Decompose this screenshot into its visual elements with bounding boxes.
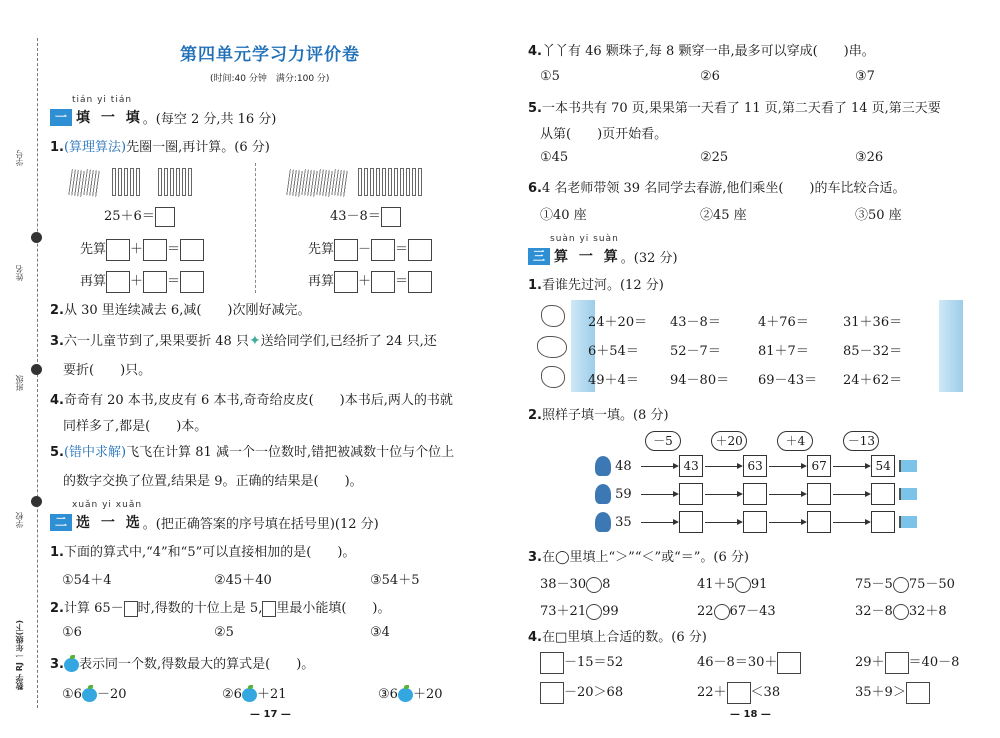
start-number: 48 [615,458,632,474]
step-label: 先算 [80,242,107,257]
stick [406,168,410,196]
answer-box[interactable] [408,271,432,293]
s1-q1-left-second [80,270,204,293]
page-number-right: — 18 — [730,709,771,720]
s2-q3-opt3[interactable] [378,683,442,702]
binding-hole [31,232,42,243]
answer-box[interactable] [540,652,564,674]
example-box: 63 [743,455,767,477]
blank-box [124,601,138,617]
answer-box[interactable] [807,511,831,533]
s3-q4-item2 [697,651,801,674]
question-number: 3. [528,550,542,565]
s3-q1-r1c2: 43－8＝ [670,315,721,330]
stick [418,168,422,196]
section2-note: 。(把正确答案的序号填在括号里)(12 分) [142,516,379,532]
flag-icon [899,516,917,528]
question-number: 3. [50,334,64,349]
stick-bundle [331,169,348,197]
expr: 46－8＝30＋ [697,655,778,670]
answer-box[interactable] [743,511,767,533]
s2-q1 [50,541,355,560]
operator: ＋ [130,242,144,257]
answer-box[interactable] [371,239,395,261]
s3-q1-r1c4: 31＋36＝ [843,315,903,330]
stick [412,168,416,196]
s3-q1-r2c2: 52－7＝ [670,344,721,359]
s2-q1-opt2[interactable]: ②45＋40 [214,573,272,588]
section2-number: 二 [50,514,72,531]
expr: 67－43 [729,604,776,619]
dinosaur-icon [541,305,565,327]
arrow [833,522,869,523]
operator: － [358,242,372,257]
s2-q5-opt3[interactable]: ③26 [855,150,884,165]
question-text: 时,得数的十位上是 5, [137,601,263,616]
question-number: 3. [50,657,64,672]
section2-pinyin: xuǎn yi xuǎn [72,500,143,510]
expr: ＜38 [750,685,781,700]
s2-q5-line1 [528,97,941,116]
answer-box[interactable] [679,483,703,505]
compare-circle[interactable] [893,604,909,620]
question-number: 4. [528,630,542,645]
section2-title: 选 一 选 [76,515,143,531]
s2-q2-opt1[interactable]: ①6 [62,625,82,640]
question-text: 六一儿童节到了,果果要折 48 只 [63,334,249,349]
s3-q3-item4 [540,600,619,620]
answer-box[interactable] [381,207,401,227]
expr: －15＝52 [564,655,624,670]
expr: 99 [602,604,619,619]
binding-hole [31,496,42,507]
expr: ＝40－8 [908,655,960,670]
answer-box[interactable] [743,483,767,505]
section3-note: 。(32 分) [620,250,678,266]
s3-q1-r3c1: 49＋4＝ [588,373,639,388]
s2-q2 [50,597,391,617]
question-number: 1. [50,545,64,560]
section1-pinyin: tián yi tián [72,95,133,105]
divider [255,163,256,293]
right-page [505,0,1000,738]
operator: ＝ [395,274,409,289]
operator: ＋ [358,274,372,289]
arrow [769,466,805,467]
question-number: 5. [528,101,542,116]
blank-box [262,601,276,617]
s3-q4-item4 [540,681,623,704]
s2-q3 [50,653,314,672]
answer-box[interactable] [871,511,895,533]
operator: ＋ [130,274,144,289]
stick [182,168,186,196]
flag-icon [899,488,917,500]
s2-q5-opt1[interactable]: ①45 [540,150,569,165]
operation-oval: －13 [843,431,879,451]
s3-q2-ops [645,431,879,451]
student-number-label: 学号 [15,150,24,166]
child-icon [595,456,611,476]
stick [112,168,116,196]
answer-box[interactable] [885,652,909,674]
s1-q1-right-first [308,238,432,261]
question-number: 4. [528,44,542,59]
question-text: 奇奇有 20 本书,皮皮有 6 本书,奇奇给皮皮( )本书后,两人的书就 [63,393,453,408]
s1-q5-line2: 的数字交换了位置,结果是 9。正确的结果是( )。 [63,474,363,489]
question-text: 一本书共有 70 页,果果第一天看了 11 页,第二天看了 14 页,第三天要 [541,101,941,116]
s2-q6-opt2[interactable]: ②45 座 [700,208,747,223]
answer-box[interactable] [106,239,130,261]
sheep-icon [537,336,567,358]
operation-oval: －5 [645,431,681,451]
answer-box[interactable] [155,207,175,227]
stick [188,168,192,196]
s3-q3 [528,546,749,565]
s2-q4-opt2[interactable]: ②6 [700,69,720,84]
step-label: 再算 [80,274,107,289]
question-text: 送给同学们,已经折了 24 只,还 [260,334,437,349]
stick [130,168,134,196]
s3-q3-item5 [697,600,776,620]
section3-header [528,246,678,266]
answer-box[interactable] [727,682,751,704]
answer-box[interactable] [180,239,204,261]
apple-icon [64,658,79,672]
option-text: ＋20 [412,687,443,702]
book-label: 数学 RJ 一年级(下) [15,620,24,691]
stick [164,168,168,196]
expr: 32＋8 [908,604,947,619]
stick [400,168,404,196]
question-number: 1. [528,278,542,293]
section3-title: 算 一 算 [554,249,621,265]
option-text: ＋21 [256,687,287,702]
section1-title: 填 一 填 [76,110,143,126]
s2-q1-opt3[interactable]: ③54＋5 [370,573,420,588]
s1-q3-line1 [50,330,437,349]
s1-q4-line2: 同样多了,都是( )本。 [63,419,208,434]
question-text: 从 30 里连续减去 6,减( )次刚好减完。 [63,303,311,318]
s3-q3-item2 [697,573,767,593]
answer-box[interactable] [540,682,564,704]
stick [394,168,398,196]
answer-box[interactable] [777,652,801,674]
school-label: 学校 [15,512,24,528]
s2-q4-opt1[interactable]: ①5 [540,69,560,84]
section3-number: 三 [528,248,550,265]
class-label: 班级 [15,375,24,391]
stick [170,168,174,196]
arrow [641,466,677,467]
name-label: 姓名 [15,265,24,281]
s2-q1-opt1[interactable]: ①54＋4 [62,573,112,588]
s2-q6-opt1[interactable]: ①40 座 [540,208,587,223]
equation-text: 25＋6＝ [104,209,155,224]
answer-box[interactable] [408,239,432,261]
stick [118,168,122,196]
equation-text: 43－8＝ [330,209,381,224]
question-text: 在◯里填上“＞”“＜”或“＝”。(6 分) [541,550,749,565]
s2-q5-line2: 从第( )页开始看。 [540,127,668,142]
arrow [769,494,805,495]
answer-box[interactable] [143,239,167,261]
step-label: 再算 [308,274,335,289]
s3-q1-r3c3: 69－43＝ [758,373,818,388]
s2-q2-opt2[interactable]: ②5 [214,625,234,640]
page-number-left: — 17 — [250,709,291,720]
answer-box[interactable] [906,682,930,704]
arrow [705,522,741,523]
stick [158,168,162,196]
question-text: 里最小能填( )。 [276,601,391,616]
stick [370,168,374,196]
s3-q1-r2c3: 81＋7＝ [758,344,809,359]
s3-q3-item6 [855,600,947,620]
expr: 32－8 [855,604,893,619]
paper-crane-icon: ✦ [248,333,261,349]
s2-q5-opt2[interactable]: ②25 [700,150,729,165]
example-box: 43 [679,455,703,477]
chick-icon [541,366,565,388]
section1-note: 。(每空 2 分,共 16 分) [142,111,277,127]
s1-q1-right-second [308,270,432,293]
s2-q6 [528,177,905,196]
apple-icon [398,688,413,702]
page-title: 第四单元学习力评价卷 [180,45,360,65]
river-bank-right [939,300,963,392]
question-text: 看谁先过河。(12 分) [541,278,664,293]
question-text: 下面的算式中,“4”和“5”可以直接相加的是( )。 [63,545,356,560]
compare-circle[interactable] [893,577,909,593]
expr: －20＞68 [564,685,624,700]
question-number: 2. [528,408,542,423]
arrow [833,494,869,495]
expr: 22＋ [697,685,727,700]
question-number: 6. [528,181,542,196]
s1-q1 [50,136,270,155]
s3-q1 [528,274,664,293]
expr: 75－5 [855,577,893,592]
s3-q1-r2c1: 6＋54＝ [588,344,639,359]
arrow [641,494,677,495]
s3-q2 [528,404,669,423]
s2-q3-opt2[interactable] [222,683,286,702]
question-number: 4. [50,393,64,408]
expr: 29＋ [855,655,885,670]
sticks-left [70,168,194,200]
flag-icon [899,460,917,472]
expr: 22 [697,604,714,619]
child-icon [595,484,611,504]
question-text: 4 名老师带领 39 名同学去春游,他们乘坐( )的车比较合适。 [541,181,906,196]
answer-box[interactable] [334,239,358,261]
compare-circle[interactable] [735,577,751,593]
section1-header [50,107,276,127]
s3-q2-row1 [595,455,917,477]
compare-circle[interactable] [586,604,602,620]
s3-q3-item1 [540,573,610,593]
section1-number: 一 [50,109,72,126]
s2-q4 [528,40,875,59]
s1-q2 [50,299,310,318]
step-label: 先算 [308,242,335,257]
question-number: 5. [50,445,64,460]
stick [382,168,386,196]
s1-q1-right-equation [330,205,401,227]
s3-q4-item5 [697,681,780,704]
stick [176,168,180,196]
question-text: 先圈一圈,再计算。(6 分) [126,140,270,155]
arrow [833,466,869,467]
arrow [705,494,741,495]
expr: 38－30 [540,577,587,592]
expr: 73＋21 [540,604,587,619]
compare-circle[interactable] [586,577,602,593]
s1-q1-left-first [80,238,204,261]
s3-q4-item6 [855,681,930,704]
stick [124,168,128,196]
question-text: 飞飞在计算 81 减一个一位数时,错把被减数十位与个位上 [126,445,455,460]
expr: 91 [750,577,768,592]
stick [136,168,140,196]
stick [358,168,362,196]
answer-box[interactable] [371,271,395,293]
compare-circle[interactable] [714,604,730,620]
apple-icon [242,688,257,702]
operator: ＝ [395,242,409,257]
s3-q1-r1c1: 24＋20＝ [588,315,648,330]
binding-gutter [0,0,40,738]
question-text: 计算 65－ [63,601,124,616]
s2-q4-opt3[interactable]: ③7 [855,69,875,84]
s3-q3-item3 [855,573,955,593]
question-number: 1. [50,140,64,155]
section2-header [50,512,379,532]
s2-q2-opt3[interactable]: ③4 [370,625,390,640]
arrow [769,522,805,523]
s3-q4-item3 [855,651,959,674]
operator: ＝ [167,274,181,289]
s3-q1-r1c3: 4＋76＝ [758,315,809,330]
answer-box[interactable] [106,271,130,293]
answer-box[interactable] [143,271,167,293]
question-number: 2. [50,303,64,318]
answer-box[interactable] [180,271,204,293]
binding-hole [31,364,42,375]
s3-q1-r3c4: 24＋62＝ [843,373,903,388]
s2-q6-opt3[interactable]: ③50 座 [855,208,902,223]
option-text: ③6 [378,687,398,702]
question-number: 2. [50,601,64,616]
s3-q4 [528,626,707,645]
s1-q5-line1 [50,441,454,460]
s1-q3-line2: 要折( )只。 [63,363,152,378]
question-text: 表示同一个数,得数最大的算式是( )。 [78,657,315,672]
example-box: 54 [871,455,895,477]
answer-box[interactable] [871,483,895,505]
expr: 41＋5 [697,577,735,592]
s3-q1-r3c2: 94－80＝ [670,373,730,388]
option-text: －20 [96,687,127,702]
child-icon [595,512,611,532]
operator: ＝ [167,242,181,257]
expr: 35＋9＞ [855,685,906,700]
question-text: 在□里填上合适的数。(6 分) [541,630,707,645]
expr: 75－50 [908,577,955,592]
stick [376,168,380,196]
s2-q3-opt1[interactable] [62,683,126,702]
arrow [641,522,677,523]
question-tag: (错中求解) [63,445,127,460]
s1-q4-line1 [50,389,453,408]
example-box: 67 [807,455,831,477]
start-number: 35 [615,514,632,530]
section3-pinyin: suàn yi suàn [550,234,619,244]
page-subtitle: (时间:40 分钟 满分:100 分) [210,74,330,84]
question-text: 丫丫有 46 颗珠子,每 8 颗穿一串,最多可以穿成( )串。 [541,44,875,59]
option-text: ②6 [222,687,242,702]
sticks-right [288,168,424,200]
operation-oval: ＋4 [777,431,813,451]
s1-q1-left-equation [104,205,175,227]
s3-q1-r2c4: 85－32＝ [843,344,903,359]
apple-icon [82,688,97,702]
stick-bundle [83,169,100,197]
answer-box[interactable] [679,511,703,533]
stick [388,168,392,196]
start-number: 59 [615,486,632,502]
operation-oval: ＋20 [711,431,747,451]
arrow [705,466,741,467]
answer-box[interactable] [334,271,358,293]
stick [364,168,368,196]
s3-q4-item1 [540,651,623,674]
answer-box[interactable] [807,483,831,505]
s3-q2-row3 [595,511,917,533]
s3-q2-row2 [595,483,917,505]
question-text: 照样子填一填。(8 分) [541,408,669,423]
question-tag: (算理算法) [63,140,127,155]
option-text: ①6 [62,687,82,702]
expr: 8 [602,577,611,592]
